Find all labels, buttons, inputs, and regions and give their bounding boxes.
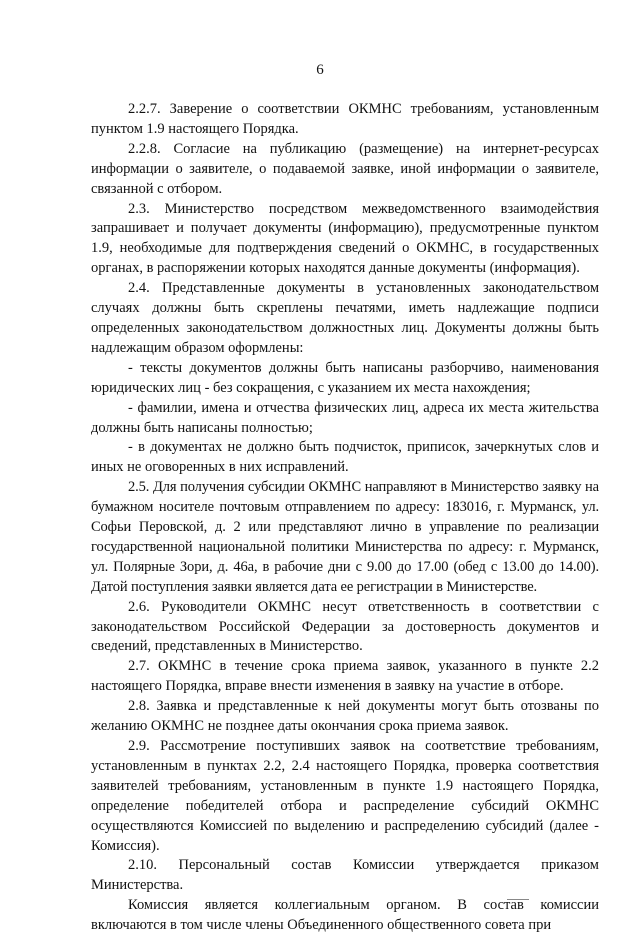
- list-item-person-names: - фамилии, имена и отчества физических лиц, адреса их места жительства должны быть написаны полностью;: [91, 399, 599, 436]
- paragraph-2-3: 2.3. Министерство посредством межведомственного взаимодействия запрашивает и получает документы (информацию), предусмотренные пунктом 1.9, необходимые для подтверждения сведений о ОКМНС, в государственных органах, в распоряжении которых находятся данные документы (информация).: [91, 200, 599, 277]
- paragraph-2-7: 2.7. ОКМНС в течение срока приема заявок, указанного в пункте 2.2 настоящего Порядка, вправе внести изменения в заявку на участие в отборе.: [91, 658, 599, 695]
- paragraph-2-8: 2.8. Заявка и представленные к ней документы могут быть отозваны по желанию ОКМНС не позднее даты окончания срока приема заявок.: [91, 698, 599, 735]
- paragraph-2-10: 2.10. Персональный состав Комиссии утверждается приказом Министерства.: [91, 857, 599, 894]
- document-body: [91, 100, 599, 936]
- list-item-document-texts: - тексты документов должны быть написаны разборчиво, наименования юридических лиц - без сокращения, с указанием их места нахождения;: [91, 359, 599, 396]
- list-item-no-erasures: - в документах не должно быть подчисток, приписок, зачеркнутых слов и иных не оговоренных в них исправлений.: [91, 439, 599, 476]
- paragraph-2-9: 2.9. Рассмотрение поступивших заявок на соответствие требованиям, установленным в пунктах 2.2, 2.4 настоящего Порядка, проверка соответствия заявителей требованиям, установленным в пункте 1.9 настоящего Порядка, определение победителей отбора и распределение субсидий ОКМНС осуществляются Комиссией по выделению и распределению субсидий (далее - Комиссия).: [91, 738, 599, 854]
- paragraph-2-2-8: 2.2.8. Согласие на публикацию (размещение) на интернет-ресурсах информации о заявителе, о подаваемой заявке, иной информации о заявителе, связанной с отбором.: [91, 140, 599, 197]
- page-number: 6: [316, 62, 324, 78]
- paragraph-2-5: 2.5. Для получения субсидии ОКМНС направляют в Министерство заявку на бумажном носителе почтовым отправлением по адресу: 183016, г. Мурманск, ул. Софьи Перовской, д. 2 или представляют лично в управление по реализации государственной национальной политики Министерства по адресу: г. Мурманск, ул. Полярные Зори, д. 46а, в рабочие дни с 9.00 до 17.00 (обед с 13.00 до 14.00). Датой поступления заявки является дата ее регистрации в Министерстве.: [91, 479, 599, 595]
- paragraph-2-4: 2.4. Представленные документы в установленных законодательством случаях должны быть скреплены печатями, иметь надлежащие подписи определенных законодательством должностных лиц. Документы должны быть надлежащим образом оформлены:: [91, 280, 599, 356]
- paragraph-commission: Комиссия является коллегиальным органом. В состав комиссии включаются в том числе члены Объединенного общественного совета при: [91, 897, 599, 934]
- scan-mark: [507, 899, 529, 903]
- paragraph-2-6: 2.6. Руководители ОКМНС несут ответственность в соответствии с законодательством Российской Федерации за достоверность документов и сведений, представленных в Министерство.: [91, 598, 599, 655]
- paragraph-2-2-7: 2.2.7. Заверение о соответствии ОКМНС требованиям, установленным пунктом 1.9 настоящего Порядка.: [91, 101, 599, 137]
